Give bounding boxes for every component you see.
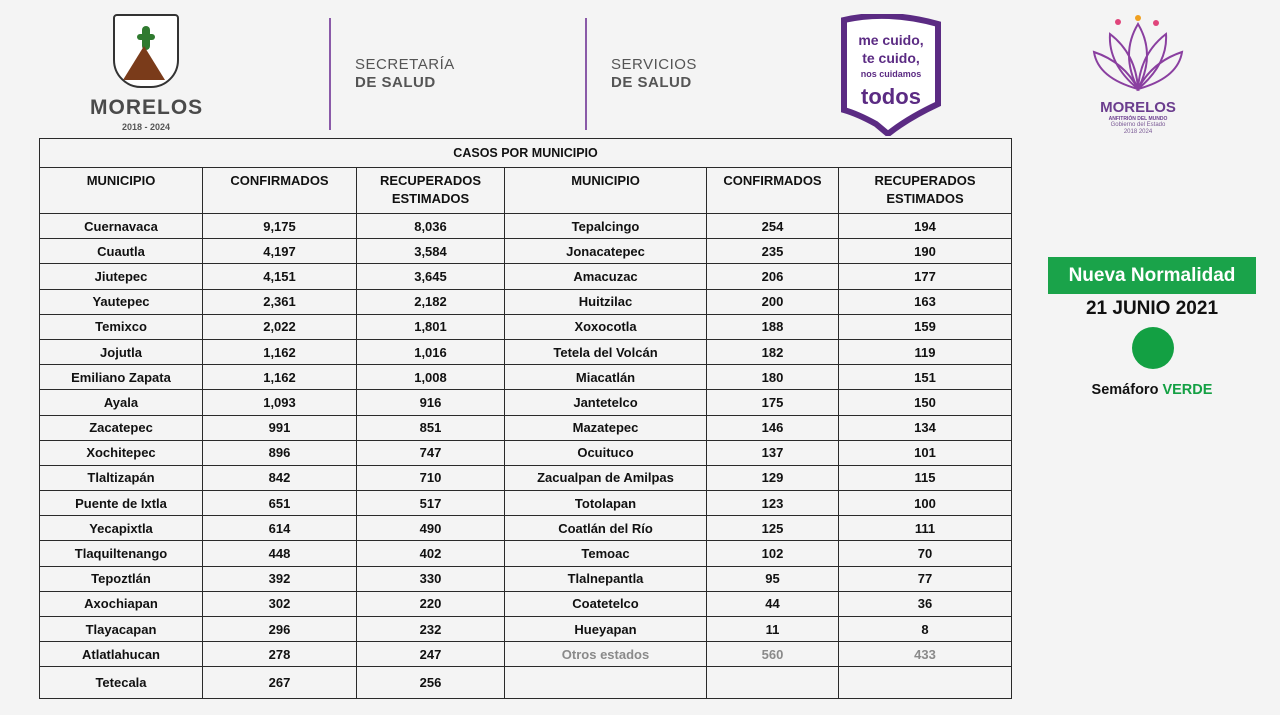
right-confirmados-cell: 560: [707, 642, 839, 667]
right-confirmados-cell: 182: [707, 339, 839, 364]
org2-line2: DE SALUD: [611, 74, 692, 91]
right-recuperados-cell: 119: [839, 339, 1012, 364]
left-recuperados-cell: 247: [357, 642, 505, 667]
left-confirmados-cell: 896: [203, 440, 357, 465]
right-confirmados-cell: 146: [707, 415, 839, 440]
header-confirmados: CONFIRMADOS: [203, 168, 357, 214]
right-recuperados-cell: 433: [839, 642, 1012, 667]
table-row: [40, 239, 1012, 264]
header-municipio: MUNICIPIO: [505, 168, 707, 214]
header-municipio: MUNICIPIO: [40, 168, 203, 214]
org1-line2: DE SALUD: [355, 74, 436, 91]
left-confirmados-cell: 842: [203, 465, 357, 490]
morelos-anfitrion-logo: [1088, 14, 1188, 144]
right-municipio-cell: Zacualpan de Amilpas: [505, 465, 707, 490]
state-logo-name: MORELOS: [90, 96, 204, 119]
left-confirmados-cell: 651: [203, 491, 357, 516]
table-row: [40, 617, 1012, 642]
left-confirmados-cell: 9,175: [203, 214, 357, 239]
left-recuperados-cell: 851: [357, 415, 505, 440]
header-confirmados: CONFIRMADOS: [707, 168, 839, 214]
left-confirmados-cell: 1,162: [203, 365, 357, 390]
left-recuperados-cell: 1,801: [357, 314, 505, 339]
table-row: [40, 491, 1012, 516]
right-recuperados-cell: 150: [839, 390, 1012, 415]
left-recuperados-cell: 517: [357, 491, 505, 516]
right-confirmados-cell: 254: [707, 214, 839, 239]
left-recuperados-cell: 2,182: [357, 289, 505, 314]
right-recuperados-cell: 8: [839, 617, 1012, 642]
left-confirmados-cell: 1,162: [203, 339, 357, 364]
badge-line1: me cuido,: [858, 32, 924, 48]
right-municipio-cell: Totolapan: [505, 491, 707, 516]
table-row: [40, 591, 1012, 616]
left-municipio-cell: Tepoztlán: [40, 566, 203, 591]
cases-table: [39, 138, 1011, 712]
right-municipio-cell: Miacatlán: [505, 365, 707, 390]
right-confirmados-cell: 175: [707, 390, 839, 415]
left-municipio-cell: Temixco: [40, 314, 203, 339]
right-recuperados-cell: 111: [839, 516, 1012, 541]
semaforo-label: Semáforo: [1091, 382, 1159, 398]
left-recuperados-cell: 330: [357, 566, 505, 591]
left-municipio-cell: Tlayacapan: [40, 617, 203, 642]
right-confirmados-cell: 125: [707, 516, 839, 541]
right-recuperados-cell: 151: [839, 365, 1012, 390]
left-recuperados-cell: 490: [357, 516, 505, 541]
left-municipio-cell: Axochiapan: [40, 591, 203, 616]
left-confirmados-cell: 302: [203, 591, 357, 616]
left-confirmados-cell: 392: [203, 566, 357, 591]
right-recuperados-cell: 194: [839, 214, 1012, 239]
right-logo-name: MORELOS: [1100, 99, 1176, 116]
table-row: [40, 214, 1012, 239]
right-recuperados-cell: 177: [839, 264, 1012, 289]
table-row: [40, 339, 1012, 364]
left-confirmados-cell: 991: [203, 415, 357, 440]
right-recuperados-cell: 36: [839, 591, 1012, 616]
left-confirmados-cell: 1,093: [203, 390, 357, 415]
left-confirmados-cell: 4,151: [203, 264, 357, 289]
right-municipio-cell: Hueyapan: [505, 617, 707, 642]
left-recuperados-cell: 710: [357, 465, 505, 490]
header-divider: [329, 18, 331, 130]
org1-line1: SECRETARÍA: [355, 56, 455, 73]
table-row: [40, 667, 1012, 699]
right-recuperados-cell: 115: [839, 465, 1012, 490]
left-recuperados-cell: 3,645: [357, 264, 505, 289]
left-municipio-cell: Atlatlahucan: [40, 642, 203, 667]
report-date: 21 JUNIO 2021: [1085, 298, 1219, 319]
right-municipio-cell: Otros estados: [505, 642, 707, 667]
left-municipio-cell: Puente de Ixtla: [40, 491, 203, 516]
left-recuperados-cell: 1,008: [357, 365, 505, 390]
table-row: [40, 516, 1012, 541]
right-confirmados-cell: 129: [707, 465, 839, 490]
right-municipio-cell: Temoac: [505, 541, 707, 566]
state-seal-icon: [113, 14, 179, 88]
left-confirmados-cell: 267: [203, 667, 357, 699]
left-confirmados-cell: 4,197: [203, 239, 357, 264]
right-municipio-cell: Tetela del Volcán: [505, 339, 707, 364]
right-confirmados-cell: 188: [707, 314, 839, 339]
right-recuperados-cell: 159: [839, 314, 1012, 339]
right-confirmados-cell: 200: [707, 289, 839, 314]
left-municipio-cell: Cuautla: [40, 239, 203, 264]
table-row: [40, 465, 1012, 490]
semaforo-color-word: VERDE: [1162, 382, 1213, 398]
badge-line3: nos cuidamos: [860, 69, 922, 79]
left-recuperados-cell: 916: [357, 390, 505, 415]
right-confirmados-cell: 44: [707, 591, 839, 616]
secretaria-salud-logo: [355, 56, 455, 92]
left-confirmados-cell: 278: [203, 642, 357, 667]
table-row: [40, 390, 1012, 415]
left-recuperados-cell: 8,036: [357, 214, 505, 239]
semaforo-status: [1048, 382, 1256, 398]
right-confirmados-cell: 137: [707, 440, 839, 465]
left-confirmados-cell: 448: [203, 541, 357, 566]
right-municipio-cell: Jonacatepec: [505, 239, 707, 264]
right-municipio-cell: Mazatepec: [505, 415, 707, 440]
right-logo-gobierno: Gobierno del Estado: [1110, 122, 1166, 128]
morelos-state-logo: [90, 14, 202, 134]
left-municipio-cell: Yautepec: [40, 289, 203, 314]
right-municipio-cell: Jantetelco: [505, 390, 707, 415]
left-recuperados-cell: 747: [357, 440, 505, 465]
header-recuperados: RECUPERADOS ESTIMADOS: [839, 168, 1012, 214]
table-row: [40, 289, 1012, 314]
left-confirmados-cell: 2,022: [203, 314, 357, 339]
nueva-normalidad-badge: Nueva Normalidad: [1048, 257, 1256, 294]
table-row: [40, 642, 1012, 667]
left-recuperados-cell: 220: [357, 591, 505, 616]
left-municipio-cell: Emiliano Zapata: [40, 365, 203, 390]
left-recuperados-cell: 256: [357, 667, 505, 699]
left-municipio-cell: Xochitepec: [40, 440, 203, 465]
table-row: [40, 314, 1012, 339]
right-municipio-cell: Tepalcingo: [505, 214, 707, 239]
left-municipio-cell: Tetecala: [40, 667, 203, 699]
left-recuperados-cell: 232: [357, 617, 505, 642]
right-municipio-cell: Huitzilac: [505, 289, 707, 314]
right-confirmados-cell: 95: [707, 566, 839, 591]
badge-line4: todos: [861, 84, 921, 109]
table-row: [40, 415, 1012, 440]
servicios-salud-logo: [611, 56, 697, 92]
right-recuperados-cell: 134: [839, 415, 1012, 440]
right-confirmados-cell: [707, 667, 839, 699]
right-recuperados-cell: 190: [839, 239, 1012, 264]
right-recuperados-cell: 163: [839, 289, 1012, 314]
right-confirmados-cell: 180: [707, 365, 839, 390]
left-confirmados-cell: 296: [203, 617, 357, 642]
right-confirmados-cell: 11: [707, 617, 839, 642]
left-recuperados-cell: 3,584: [357, 239, 505, 264]
table-row: [40, 365, 1012, 390]
right-recuperados-cell: [839, 667, 1012, 699]
right-recuperados-cell: 101: [839, 440, 1012, 465]
table-row: [40, 264, 1012, 289]
right-confirmados-cell: 206: [707, 264, 839, 289]
right-municipio-cell: [505, 667, 707, 699]
lotus-flower-icon: [1090, 14, 1186, 94]
right-confirmados-cell: 102: [707, 541, 839, 566]
left-municipio-cell: Jojutla: [40, 339, 203, 364]
right-municipio-cell: Ocuituco: [505, 440, 707, 465]
header-divider: [585, 18, 587, 130]
right-confirmados-cell: 123: [707, 491, 839, 516]
table-row: [40, 566, 1012, 591]
table-body: [40, 214, 1012, 699]
right-recuperados-cell: 77: [839, 566, 1012, 591]
right-municipio-cell: Xoxocotla: [505, 314, 707, 339]
left-municipio-cell: Ayala: [40, 390, 203, 415]
right-recuperados-cell: 100: [839, 491, 1012, 516]
left-recuperados-cell: 1,016: [357, 339, 505, 364]
badge-line2: te cuido,: [862, 50, 920, 66]
table-title: CASOS POR MUNICIPIO: [40, 139, 1012, 168]
right-recuperados-cell: 70: [839, 541, 1012, 566]
left-recuperados-cell: 402: [357, 541, 505, 566]
org2-line1: SERVICIOS: [611, 56, 697, 73]
right-municipio-cell: Amacuzac: [505, 264, 707, 289]
campaign-badge: [838, 14, 944, 136]
right-confirmados-cell: 235: [707, 239, 839, 264]
left-municipio-cell: Cuernavaca: [40, 214, 203, 239]
right-municipio-cell: Coatlán del Río: [505, 516, 707, 541]
left-municipio-cell: Jiutepec: [40, 264, 203, 289]
state-logo-years: 2018 - 2024: [121, 122, 171, 132]
header-recuperados: RECUPERADOS ESTIMADOS: [357, 168, 505, 214]
table-row: [40, 541, 1012, 566]
semaforo-dot-icon: [1132, 327, 1174, 369]
right-municipio-cell: Tlalnepantla: [505, 566, 707, 591]
left-municipio-cell: Tlaltizapán: [40, 465, 203, 490]
right-municipio-cell: Coatetelco: [505, 591, 707, 616]
right-logo-sub: ANFITRIÓN DEL MUNDO: [1108, 116, 1168, 122]
left-municipio-cell: Tlaquiltenango: [40, 541, 203, 566]
left-municipio-cell: Yecapixtla: [40, 516, 203, 541]
left-confirmados-cell: 2,361: [203, 289, 357, 314]
left-confirmados-cell: 614: [203, 516, 357, 541]
left-municipio-cell: Zacatepec: [40, 415, 203, 440]
table-row: [40, 440, 1012, 465]
right-logo-years: 2018 2024: [1123, 129, 1153, 135]
